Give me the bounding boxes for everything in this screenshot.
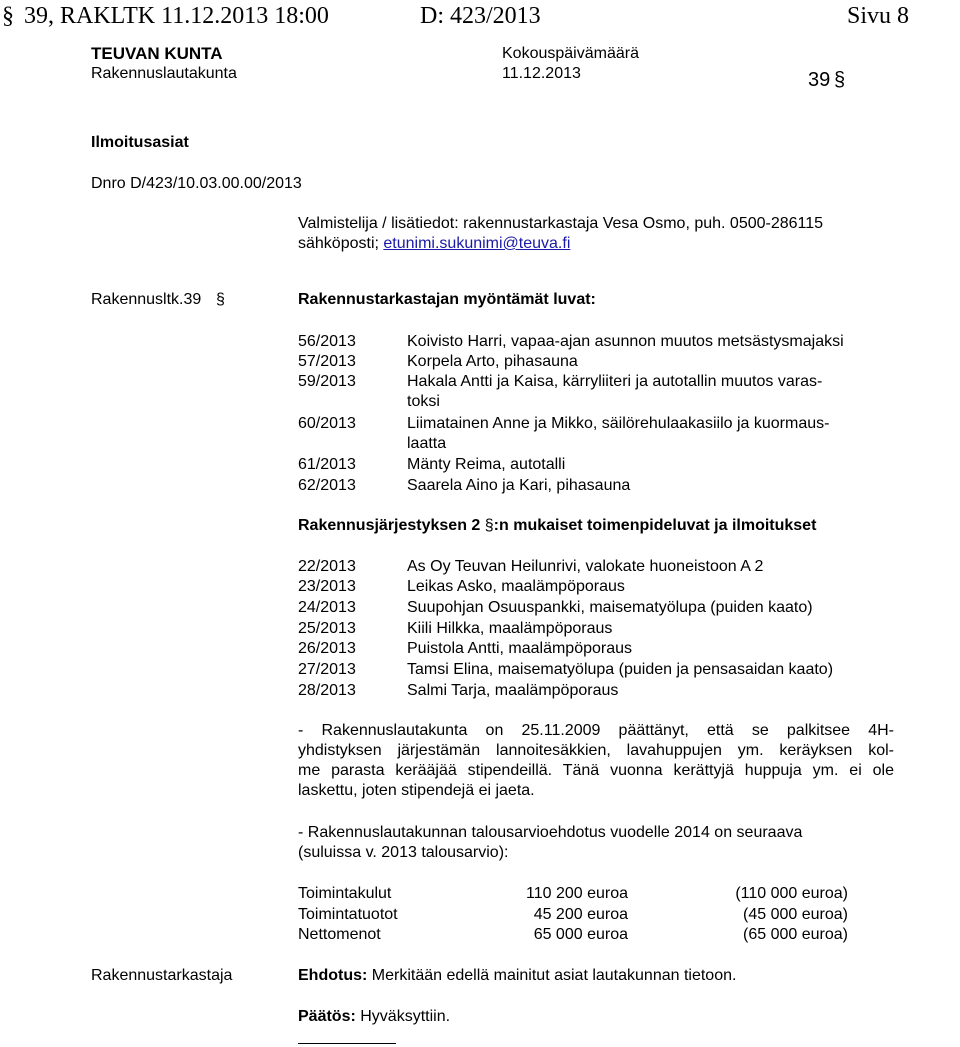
budget-amount-2014: 45 200 euroa	[533, 906, 628, 923]
section-reference-mark-icon: §	[216, 291, 225, 308]
municipality-name: TEUVAN KUNTA	[91, 44, 223, 63]
measure-description: As Oy Teuvan Heilunrivi, valokate huoneistoon A 2	[407, 558, 764, 575]
measure-description: Leikas Asko, maalämpöporaus	[407, 578, 625, 595]
permit-description: Mänty Reima, autotalli	[407, 456, 566, 473]
decision-line	[298, 1007, 450, 1027]
proposal-text: Merkitään edellä mainitut asiat lautakunnan tietoon.	[367, 967, 737, 984]
permit-description: Korpela Arto, pihasauna	[407, 353, 578, 370]
measure-number: 22/2013	[298, 558, 356, 575]
meeting-date-label: Kokouspäivämäärä	[502, 45, 639, 62]
measure-number: 28/2013	[298, 682, 356, 699]
measure-description: Tamsi Elina, maisematyölupa (puiden ja pensasaidan kaato)	[407, 661, 834, 678]
measure-number: 26/2013	[298, 640, 356, 657]
permits-title: Rakennustarkastajan myöntämät luvat:	[298, 291, 596, 308]
proposal-label: Ehdotus:	[298, 967, 368, 984]
preparer-info: Valmistelija / lisätiedot: rakennustarkastaja Vesa Osmo, puh. 0500-286115	[298, 215, 824, 232]
measure-number: 23/2013	[298, 578, 356, 595]
budget-item: Toimintatuotot	[298, 906, 398, 923]
permit-description: Koivisto Harri, vapaa-ajan asunnon muutos metsästysmajaksi	[407, 333, 844, 350]
section-mark-icon: §	[834, 69, 846, 91]
measures-title: Rakennusjärjestyksen 2 §:n mukaiset toimenpideluvat ja ilmoitukset	[298, 517, 817, 534]
measure-number: 27/2013	[298, 661, 356, 678]
measure-description: Kiili Hilkka, maalämpöporaus	[407, 620, 613, 637]
budget-amount-2014: 65 000 euroa	[533, 926, 628, 943]
decision-label: Päätös:	[298, 1008, 356, 1025]
measure-description: Suupohjan Osuuspankki, maisematyölupa (puiden kaato)	[407, 599, 813, 616]
diary-reference: Dnro D/423/10.03.00.00/2013	[91, 175, 302, 192]
page-title: Ilmoitusasiat	[91, 134, 189, 151]
measures-section-mark-icon: §	[484, 517, 494, 534]
email-prefix: sähköposti;	[298, 235, 384, 252]
measure-number: 24/2013	[298, 599, 356, 616]
decision-text: Hyväksyttiin.	[355, 1008, 451, 1025]
page-header-page-number: Sivu 8	[847, 3, 910, 29]
budget-amount-2013: (45 000 euroa)	[743, 906, 848, 923]
measure-description: Puistola Antti, maalämpöporaus	[407, 640, 633, 657]
permit-description-continued: toksi	[407, 393, 440, 410]
closing-divider	[298, 1043, 396, 1044]
measure-number: 25/2013	[298, 620, 356, 637]
permit-number: 62/2013	[298, 477, 356, 494]
permit-description: Saarela Aino ja Kari, pihasauna	[407, 477, 631, 494]
budget-amount-2013: (65 000 euroa)	[743, 926, 848, 943]
permit-number: 59/2013	[298, 373, 356, 390]
budget-intro-line: (suluissa v. 2013 talousarvio):	[298, 844, 509, 861]
stipend-paragraph: - Rakennuslautakunta on 25.11.2009 päättänyt, että se palkitsee 4H- yhdistyksen järjestämän lannoitesäkkien, lavahuppujen ym. keräyksen kol- me parasta kerääjää stipendeillä. Tänä vuonna kerättyjä huppuja ym. ei ole laskettu, joten stipendejä ei jaeta.	[298, 722, 894, 799]
budget-item: Toimintakulut	[298, 885, 392, 902]
page-header-diary-no: D: 423/2013	[420, 3, 541, 29]
email-link[interactable]: etunimi.sukunimi@teuva.fi	[383, 235, 571, 252]
presenter-label: Rakennustarkastaja	[91, 967, 233, 984]
proposal-line	[298, 966, 736, 986]
budget-amount-2014: 110 200 euroa	[525, 885, 628, 902]
measure-description: Salmi Tarja, maalämpöporaus	[407, 682, 619, 699]
permit-description: Hakala Antti ja Kaisa, kärryliiteri ja autotallin muutos varas-	[407, 373, 823, 390]
budget-amount-2013: (110 000 euroa)	[735, 885, 848, 902]
section-number: 39	[808, 69, 831, 91]
permit-description-continued: laatta	[407, 435, 447, 452]
section-reference: Rakennusltk.39	[91, 291, 202, 308]
page-header-section-mark: §	[2, 3, 14, 29]
permit-number: 60/2013	[298, 415, 356, 432]
permit-description: Liimatainen Anne ja Mikko, säilörehulaakasiilo ja kuormaus-	[407, 415, 830, 432]
permit-number: 57/2013	[298, 353, 356, 370]
page-header-meeting-ref: 39, RAKLTK 11.12.2013 18:00	[24, 3, 329, 29]
permit-number: 56/2013	[298, 333, 356, 350]
meeting-date: 11.12.2013	[502, 65, 581, 82]
budget-intro-line: - Rakennuslautakunnan talousarvioehdotus vuodelle 2014 on seuraava	[298, 824, 803, 841]
budget-item: Nettomenot	[298, 926, 381, 943]
permit-number: 61/2013	[298, 456, 356, 473]
email-line	[298, 234, 570, 254]
board-name: Rakennuslautakunta	[91, 65, 237, 82]
